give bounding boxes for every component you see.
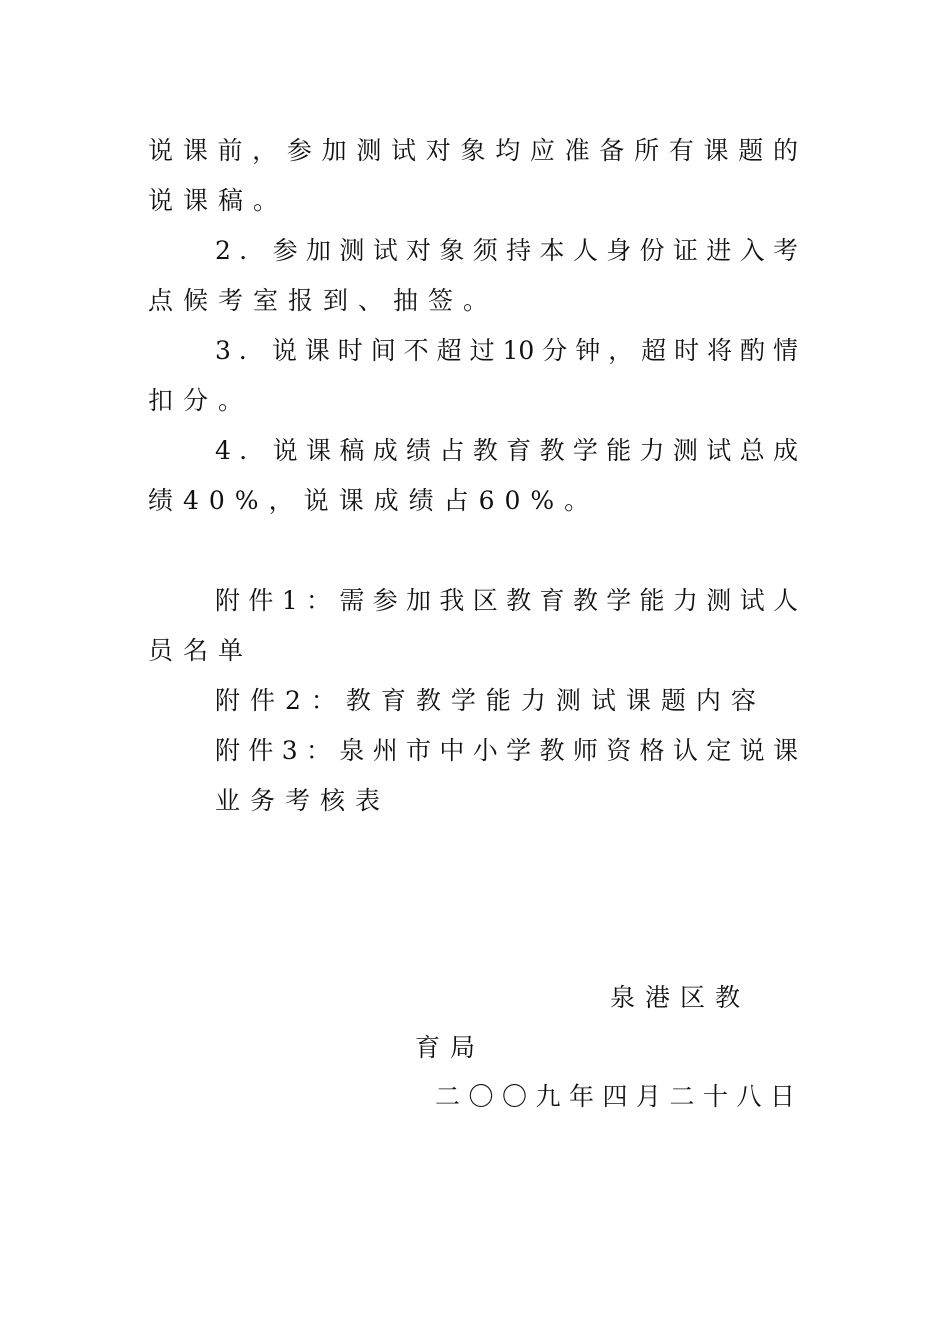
item-3-line-2: 扣分。: [148, 386, 254, 415]
item-4-line-1: 4．说课稿成绩占教育教学能力测试总成: [215, 436, 798, 465]
item-2-line-1: 2．参加测试对象须持本人身份证进入考: [215, 236, 798, 265]
attachment-2: 附件2：教育教学能力测试课题内容: [215, 686, 766, 715]
signature-org-line-1: 泉港区教: [610, 983, 751, 1012]
attachment-1-line-2: 员名单: [148, 636, 254, 665]
attachment-1-line-1: 附件1：需参加我区教育教学能力测试人: [215, 586, 798, 615]
item-4-line-2: 绩40%，说课成绩占60%。: [148, 486, 600, 515]
paragraph-line-1: 说课前，参加测试对象均应准备所有课题的: [148, 136, 798, 165]
attachment-3-line-1: 附件3：泉州市中小学教师资格认定说课: [215, 736, 798, 765]
item-2-line-2: 点候考室报到、抽签。: [148, 286, 499, 315]
paragraph-line-2: 说课稿。: [148, 186, 289, 215]
signature-date: 二〇〇九年四月二十八日: [435, 1082, 795, 1111]
attachment-3-line-2: 业务考核表: [215, 786, 391, 815]
signature-org-line-2: 育局: [415, 1033, 486, 1062]
item-3-line-1: 3．说课时间不超过10分钟，超时将酌情: [215, 336, 798, 365]
